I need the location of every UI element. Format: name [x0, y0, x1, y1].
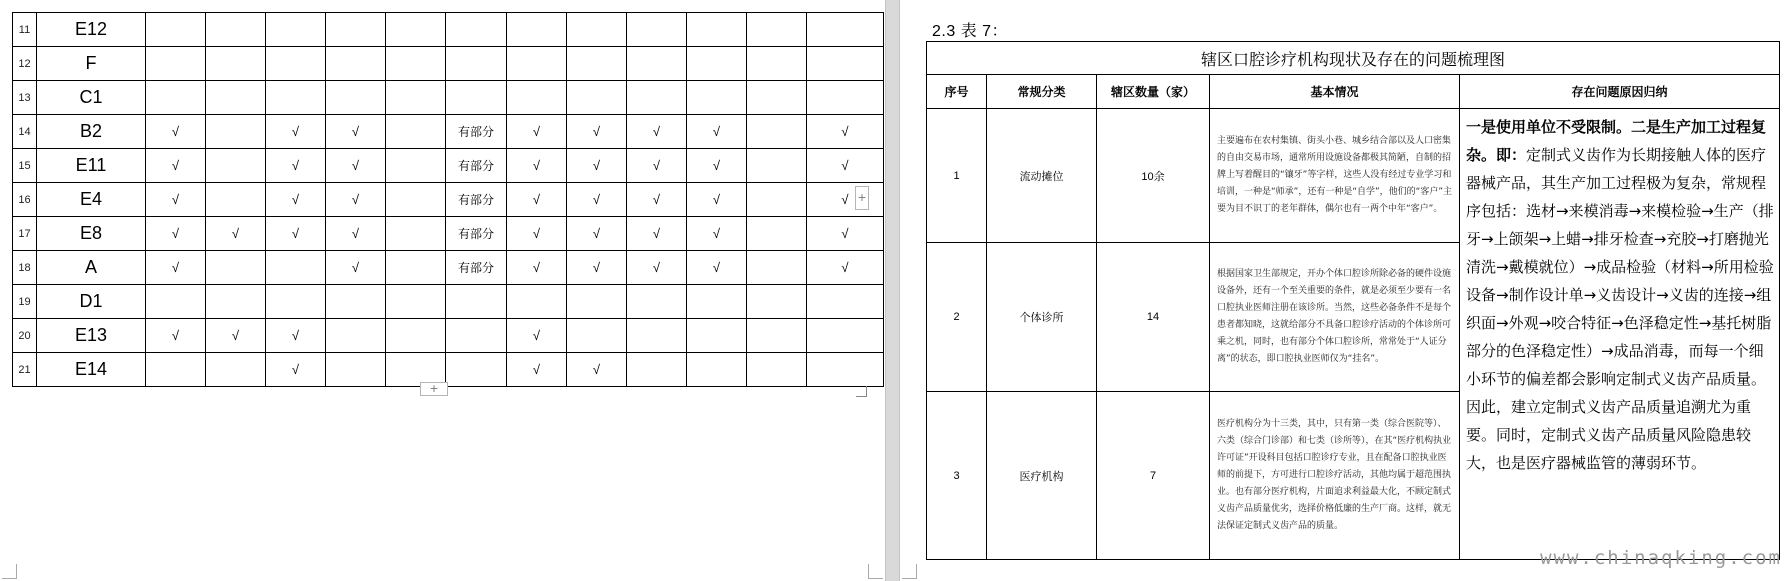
- row-number: 11: [13, 13, 37, 47]
- grid-cell: √: [687, 183, 747, 217]
- grid-cell: [687, 353, 747, 387]
- grid-cell: 有部分: [446, 149, 507, 183]
- grid-cell: √: [807, 115, 884, 149]
- table-row: [13, 149, 884, 183]
- row-number: 17: [13, 217, 37, 251]
- grid-cell: [687, 13, 747, 47]
- grid-cell: [747, 13, 807, 47]
- page-gap: [885, 0, 900, 581]
- table-row: [13, 115, 884, 149]
- row-code: E13: [37, 319, 146, 353]
- grid-cell: √: [567, 115, 627, 149]
- grid-cell: √: [627, 251, 687, 285]
- grid-cell: [206, 251, 266, 285]
- row-number: 15: [13, 149, 37, 183]
- header-cause: 存在问题原因归纳: [1460, 75, 1780, 109]
- table-row: [13, 183, 884, 217]
- grid-cell: [807, 285, 884, 319]
- row-category: 个体诊所: [987, 243, 1097, 392]
- grid-cell: √: [146, 115, 206, 149]
- grid-cell: [627, 353, 687, 387]
- grid-cell: [326, 285, 386, 319]
- grid-cell: [146, 47, 206, 81]
- grid-cell: 有部分: [446, 217, 507, 251]
- table-row: [13, 217, 884, 251]
- grid-cell: [326, 13, 386, 47]
- grid-cell: √: [146, 149, 206, 183]
- grid-cell: √: [507, 353, 567, 387]
- row-category: 流动摊位: [987, 109, 1097, 243]
- grid-cell: [206, 183, 266, 217]
- grid-cell: [386, 115, 446, 149]
- grid-cell: √: [326, 149, 386, 183]
- grid-cell: [567, 47, 627, 81]
- grid-cell: [807, 319, 884, 353]
- grid-cell: [747, 81, 807, 115]
- grid-cell: [386, 149, 446, 183]
- cause-summary: [1460, 109, 1780, 560]
- grid-cell: [687, 285, 747, 319]
- row-code: E4: [37, 183, 146, 217]
- row-number: 14: [13, 115, 37, 149]
- grid-cell: [567, 319, 627, 353]
- grid-cell: √: [146, 251, 206, 285]
- row-count: 7: [1097, 392, 1210, 560]
- grid-cell: [627, 319, 687, 353]
- grid-cell: [446, 47, 507, 81]
- grid-cell: [386, 319, 446, 353]
- grid-cell: √: [507, 149, 567, 183]
- cause-body: 定制式义齿作为长期接触人体的医疗器械产品，其生产加工过程极为复杂，常规程序包括：选材→来模消毒→来模检验→生产（排牙→上颌架→上蜡→排牙检查→充胶→打磨抛光清洗→戴模就位）→成品检验（材料→所用检验设备→制作设计单→义齿设计→义齿的连接→组织面→外观→咬合特征→色泽稳定性→基托树脂部分的色泽稳定性）→成品消毒，而每一个细小环节的偏差都会影响定制式义齿产品质量。因此，建立定制式义齿产品质量追溯尤为重要。同时，定制式义齿产品质量风险隐患较大，也是医疗器械监管的薄弱环节。: [1466, 146, 1774, 472]
- grid-cell: [266, 81, 326, 115]
- grid-cell: [627, 81, 687, 115]
- grid-cell: √: [507, 217, 567, 251]
- row-description: 根据国家卫生部规定，开办个体口腔诊所除必备的硬件设施设备外，还有一个至关重要的条件，就是必须至少要有一名口腔执业医师注册在该诊所。当然，这些必备条件不是每个患者都知晓，这就给部分不具备口腔诊疗活动的个体诊所可乘之机，同时，也有部分个体口腔诊所，常常处于“人证分离”的状态，即口腔执业医师仅为“挂名”。: [1210, 243, 1460, 392]
- grid-cell: [206, 115, 266, 149]
- checklist-table: [12, 12, 884, 387]
- grid-cell: √: [146, 319, 206, 353]
- grid-cell: [627, 13, 687, 47]
- grid-cell: 有部分: [446, 251, 507, 285]
- grid-cell: √: [807, 149, 884, 183]
- grid-cell: [747, 47, 807, 81]
- grid-cell: √: [567, 217, 627, 251]
- grid-cell: √: [687, 149, 747, 183]
- grid-cell: √: [266, 217, 326, 251]
- grid-cell: [807, 47, 884, 81]
- grid-cell: [807, 81, 884, 115]
- grid-cell: √: [507, 319, 567, 353]
- header-situation: 基本情况: [1210, 75, 1460, 109]
- row-no: 1: [927, 109, 987, 243]
- grid-cell: √: [266, 353, 326, 387]
- grid-cell: [747, 285, 807, 319]
- table-row: [13, 251, 884, 285]
- grid-cell: [146, 353, 206, 387]
- grid-cell: [567, 13, 627, 47]
- page-corner-mark: [868, 564, 883, 579]
- grid-cell: √: [326, 251, 386, 285]
- page-corner-mark: [2, 564, 17, 579]
- grid-cell: [386, 217, 446, 251]
- row-code: E8: [37, 217, 146, 251]
- page-corner-mark: [902, 564, 917, 579]
- table-row: [13, 13, 884, 47]
- grid-cell: √: [206, 319, 266, 353]
- grid-cell: √: [326, 183, 386, 217]
- row-code: D1: [37, 285, 146, 319]
- grid-cell: [507, 81, 567, 115]
- grid-cell: [627, 285, 687, 319]
- grid-cell: [627, 47, 687, 81]
- grid-cell: √: [567, 353, 627, 387]
- grid-cell: √: [146, 183, 206, 217]
- row-no: 2: [927, 243, 987, 392]
- grid-cell: √: [687, 251, 747, 285]
- section-heading: 2.3 表 7：: [932, 23, 1009, 40]
- grid-cell: [807, 13, 884, 47]
- grid-cell: √: [687, 115, 747, 149]
- grid-cell: √: [627, 115, 687, 149]
- grid-cell: [747, 149, 807, 183]
- grid-cell: [266, 285, 326, 319]
- grid-cell: [446, 353, 507, 387]
- grid-cell: √: [507, 183, 567, 217]
- row-number: 16: [13, 183, 37, 217]
- grid-cell: [206, 353, 266, 387]
- grid-cell: [747, 353, 807, 387]
- issue-table: [926, 41, 1780, 560]
- grid-cell: [386, 251, 446, 285]
- row-description: 主要遍布在农村集镇、街头小巷、城乡结合部以及人口密集的自由交易市场，通常所用设施设备都极其简陋，自制的招牌上写着醒目的“镶牙”等字样，这些人没有经过专业学习和培训，一种是“师承”，还有一种是“自学”，他们的“客户”主要为目不识丁的老年群体，偶尔也有一两个中年“客户”。: [1210, 109, 1460, 243]
- grid-cell: [807, 353, 884, 387]
- grid-cell: √: [567, 251, 627, 285]
- grid-cell: [326, 47, 386, 81]
- grid-cell: [266, 13, 326, 47]
- grid-cell: [326, 81, 386, 115]
- grid-cell: √: [627, 217, 687, 251]
- grid-cell: [747, 217, 807, 251]
- grid-cell: [747, 319, 807, 353]
- grid-cell: √: [266, 149, 326, 183]
- grid-cell: √: [326, 217, 386, 251]
- grid-cell: √: [507, 115, 567, 149]
- grid-cell: [446, 319, 507, 353]
- row-count: 10余: [1097, 109, 1210, 243]
- row-code: E14: [37, 353, 146, 387]
- row-number: 12: [13, 47, 37, 81]
- cause-lead: 一是使用单位不受限制。二是生产加工过程复杂。即：: [1466, 118, 1767, 164]
- grid-cell: √: [567, 149, 627, 183]
- row-count: 14: [1097, 243, 1210, 392]
- grid-cell: √: [266, 115, 326, 149]
- grid-cell: [206, 149, 266, 183]
- grid-cell: [206, 285, 266, 319]
- right-page: [900, 0, 1790, 581]
- grid-cell: √: [807, 251, 884, 285]
- grid-cell: 有部分: [446, 115, 507, 149]
- table-resize-handle[interactable]: [856, 386, 867, 397]
- grid-cell: [326, 319, 386, 353]
- grid-cell: [747, 251, 807, 285]
- grid-cell: [507, 13, 567, 47]
- grid-cell: √: [507, 251, 567, 285]
- add-column-button[interactable]: +: [855, 186, 869, 210]
- grid-cell: [386, 47, 446, 81]
- header-category: 常规分类: [987, 75, 1097, 109]
- watermark: www.chinaqking.com: [1540, 547, 1782, 569]
- row-code: B2: [37, 115, 146, 149]
- grid-cell: √: [807, 183, 884, 217]
- grid-cell: √: [146, 217, 206, 251]
- row-no: 3: [927, 392, 987, 560]
- grid-cell: [146, 81, 206, 115]
- row-description: 医疗机构分为十三类，其中，只有第一类（综合医院等）、六类（综合门诊部）和七类（诊所等），在其“医疗机构执业许可证”开设科目包括口腔诊疗专业，且在配备口腔执业医师的前提下，方可进行口腔诊疗活动，其他均属于超范围执业。也有部分医疗机构，片面追求利益最大化，不顾定制式义齿产品质量优劣，选择价格低廉的生产厂商。这样，就无法保证定制式义齿产品的质量。: [1210, 392, 1460, 560]
- grid-cell: [386, 13, 446, 47]
- grid-cell: √: [567, 183, 627, 217]
- grid-cell: √: [687, 217, 747, 251]
- table-row: [13, 81, 884, 115]
- grid-cell: [326, 353, 386, 387]
- table-row: [13, 285, 884, 319]
- grid-cell: [146, 13, 206, 47]
- grid-cell: [206, 13, 266, 47]
- grid-cell: √: [266, 183, 326, 217]
- grid-cell: [507, 285, 567, 319]
- grid-cell: [747, 183, 807, 217]
- grid-cell: [446, 285, 507, 319]
- grid-cell: [747, 115, 807, 149]
- grid-cell: √: [807, 217, 884, 251]
- grid-cell: [687, 319, 747, 353]
- add-row-button[interactable]: +: [420, 382, 448, 396]
- grid-cell: √: [326, 115, 386, 149]
- row-number: 21: [13, 353, 37, 387]
- grid-cell: [206, 47, 266, 81]
- row-number: 19: [13, 285, 37, 319]
- grid-cell: [567, 81, 627, 115]
- left-page: [0, 0, 885, 581]
- grid-cell: √: [206, 217, 266, 251]
- header-no: 序号: [927, 75, 987, 109]
- grid-cell: √: [266, 319, 326, 353]
- row-number: 18: [13, 251, 37, 285]
- grid-cell: √: [627, 149, 687, 183]
- table-row: [13, 319, 884, 353]
- row-number: 20: [13, 319, 37, 353]
- grid-cell: [386, 81, 446, 115]
- grid-cell: [446, 81, 507, 115]
- grid-cell: [446, 13, 507, 47]
- grid-cell: [146, 285, 206, 319]
- grid-cell: [266, 251, 326, 285]
- table-title: 辖区口腔诊疗机构现状及存在的问题梳理图: [927, 42, 1780, 75]
- header-count: 辖区数量（家）: [1097, 75, 1210, 109]
- grid-cell: [386, 285, 446, 319]
- grid-cell: [507, 47, 567, 81]
- grid-cell: [266, 47, 326, 81]
- grid-cell: [687, 47, 747, 81]
- row-code: E12: [37, 13, 146, 47]
- table-row: [13, 47, 884, 81]
- row-number: 13: [13, 81, 37, 115]
- grid-cell: 有部分: [446, 183, 507, 217]
- grid-cell: [567, 285, 627, 319]
- row-code: F: [37, 47, 146, 81]
- row-category: 医疗机构: [987, 392, 1097, 560]
- grid-cell: [386, 183, 446, 217]
- grid-cell: [206, 81, 266, 115]
- grid-cell: √: [627, 183, 687, 217]
- row-code: C1: [37, 81, 146, 115]
- row-code: E11: [37, 149, 146, 183]
- table-row: [13, 353, 884, 387]
- grid-cell: [687, 81, 747, 115]
- row-code: A: [37, 251, 146, 285]
